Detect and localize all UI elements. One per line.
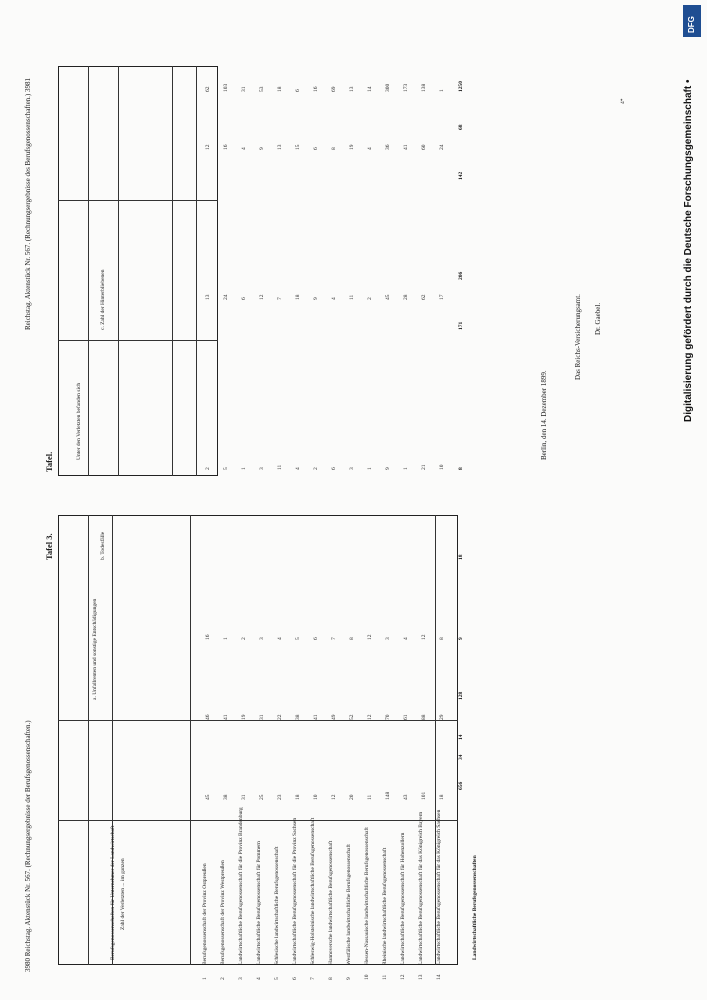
cell-right-c: 60 xyxy=(421,144,427,150)
cell-left-c: 12 xyxy=(421,634,427,640)
upper-table-frame xyxy=(58,66,218,476)
row-label: Rheinische landwirtschaftliche Berufsgenossenschaft xyxy=(382,847,388,965)
cell-right-b: 4 xyxy=(331,297,337,300)
cell-right-b: 45 xyxy=(385,294,391,300)
cell-right-c: 9 xyxy=(259,147,265,150)
cell-right-a: 11 xyxy=(277,464,283,470)
row-label: Landwirtschaftliche Berufsgenossenschaft für die Provinz Brandenburg xyxy=(238,807,244,965)
cell-left-c: 16 xyxy=(205,634,211,640)
row-label: Westfälische landwirtschaftliche Berufsgenossenschaft xyxy=(346,844,352,965)
row-label: Schleswig-Holsteinische landwirtschaftliche Berufsgenossenschaft xyxy=(310,817,316,965)
cell-right-d: 300 xyxy=(385,83,391,92)
cell-right-c: 16 xyxy=(223,144,229,150)
cell-left-b: 88 xyxy=(421,714,427,720)
total-right: 206 xyxy=(458,271,464,280)
cell-right-a: 1 xyxy=(241,467,247,470)
cell-left-b: 41 xyxy=(223,714,229,720)
cell-right-b: 62 xyxy=(421,294,427,300)
total-left: 14 xyxy=(458,734,464,740)
row-label: Hessen-Nassauische landwirtschaftliche Berufsgenossenschaft xyxy=(364,827,370,965)
row-label: Landwirtschaftliche Berufsgenossenschaft für Pommern xyxy=(256,841,262,965)
cell-right-d: 18 xyxy=(277,86,283,92)
bottom-tafel-label: Tafel 3. xyxy=(44,533,54,560)
row-label: Landwirtschaftliche Berufsgenossenschaft für die Provinz Sachsen xyxy=(292,817,298,965)
cell-left-b: 41 xyxy=(313,714,319,720)
row-label: Landwirtschaftliche Berufsgenossenschaft für Hohenzollern xyxy=(400,832,406,965)
total-right: 142 xyxy=(458,171,464,180)
header-hinterbliebene: c. Zahl der Hinterbliebenen xyxy=(100,269,106,330)
cell-right-d: 14 xyxy=(367,86,373,92)
cell-right-c: 36 xyxy=(385,144,391,150)
row-label: Schlesische landwirtschaftliche Berufsgenossenschaft xyxy=(274,846,280,965)
row-number: 13 xyxy=(418,974,424,980)
row-number: 4 xyxy=(256,977,262,980)
cell-left-a: 31 xyxy=(241,794,247,800)
cell-left-c: 3 xyxy=(259,637,265,640)
cell-left-a: 101 xyxy=(421,791,427,800)
cell-left-c: 2 xyxy=(241,637,247,640)
cell-right-c: 12 xyxy=(205,144,211,150)
row-number: 8 xyxy=(328,977,334,980)
cell-left-b: 12 xyxy=(367,714,373,720)
cell-left-b: 70 xyxy=(385,714,391,720)
cell-left-b: 46 xyxy=(205,714,211,720)
total-right: 171 xyxy=(458,321,464,330)
cell-left-c: 8 xyxy=(439,637,445,640)
total-left: 656 xyxy=(458,781,464,790)
cell-left-a: 10 xyxy=(313,794,319,800)
header-bezeichnung: Berufsgenossenschaften für Unternehmer der Landwirtschaft xyxy=(110,825,116,960)
cell-right-d: 62 xyxy=(205,86,211,92)
top-page-header: Reichstag. Aktenstück Nr. 567. (Rechnungsergebnisse des Berufsgenossenschaften.) 3981 xyxy=(24,77,32,330)
header-renten: Unter den Verletzten befanden sich xyxy=(76,382,82,460)
cell-right-a: 21 xyxy=(421,464,427,470)
row-number: 6 xyxy=(292,977,298,980)
cell-right-b: 13 xyxy=(205,294,211,300)
row-number: 9 xyxy=(346,977,352,980)
cell-right-c: 13 xyxy=(277,144,283,150)
cell-right-c: 4 xyxy=(241,147,247,150)
cell-right-a: 6 xyxy=(331,467,337,470)
cell-right-a: 9 xyxy=(385,467,391,470)
cell-right-d: 1 xyxy=(439,89,445,92)
row-number: 5 xyxy=(274,977,280,980)
row-label: Hannoversche landwirtschaftliche Berufsgenossenschaft xyxy=(328,840,334,965)
cell-left-a: 148 xyxy=(385,791,391,800)
total-left: 9 xyxy=(458,637,464,640)
row-label: Berufsgenossenschaft der Provinz Ostpreußen xyxy=(202,863,208,965)
cell-left-b: 19 xyxy=(241,714,247,720)
cell-right-a: 3 xyxy=(259,467,265,470)
dfg-credit: Digitalisierung gefördert durch die Deutsche Forschungsgemeinschaft • xyxy=(683,79,694,422)
page-mark: 4* xyxy=(620,98,626,104)
cell-left-b: 31 xyxy=(259,714,265,720)
cell-left-a: 38 xyxy=(223,794,229,800)
footer-date: Berlin, den 14. Dezember 1899. xyxy=(540,370,548,460)
cell-left-c: 4 xyxy=(403,637,409,640)
cell-right-c: 6 xyxy=(313,147,319,150)
cell-left-b: 22 xyxy=(277,714,283,720)
cell-right-d: 53 xyxy=(259,86,265,92)
cell-right-d: 6 xyxy=(295,89,301,92)
bottom-page-header: 3980 Reichstag. Aktenstück Nr. 567. (Rechnungsergebnisse der Berufsgenossenschaften.) xyxy=(24,720,32,972)
row-number: 3 xyxy=(238,977,244,980)
cell-right-d: 103 xyxy=(223,83,229,92)
cell-right-a: 1 xyxy=(367,467,373,470)
total-left: 34 xyxy=(458,754,464,760)
row-label: Landwirtschaftliche Berufsgenossenschaft für das Königreich Bayern xyxy=(418,811,424,965)
header-todesfaelle: b. Todesfälle xyxy=(100,531,106,560)
cell-right-a: 2 xyxy=(313,467,319,470)
cell-right-c: 15 xyxy=(295,144,301,150)
row-number: 11 xyxy=(382,974,388,980)
header-sum-note: Zahl der Verletzten ... im ganzen xyxy=(120,858,126,930)
cell-left-b: 29 xyxy=(439,714,445,720)
cell-right-b: 9 xyxy=(313,297,319,300)
row-number: 7 xyxy=(310,977,316,980)
cell-left-b: 49 xyxy=(331,714,337,720)
dfg-logo-text: DFG xyxy=(687,16,696,33)
cell-right-b: 24 xyxy=(223,294,229,300)
total-left: 18 xyxy=(458,554,464,560)
cell-right-b: 17 xyxy=(439,294,445,300)
cell-right-c: 41 xyxy=(403,144,409,150)
cell-left-b: 52 xyxy=(349,714,355,720)
cell-left-b: 38 xyxy=(295,714,301,720)
cell-right-a: 3 xyxy=(349,467,355,470)
cell-right-c: 4 xyxy=(367,147,373,150)
cell-right-b: 7 xyxy=(277,297,283,300)
cell-left-c: 4 xyxy=(277,637,283,640)
cell-right-b: 12 xyxy=(259,294,265,300)
cell-left-a: 12 xyxy=(331,794,337,800)
row-number: 14 xyxy=(436,974,442,980)
cell-right-d: 13 xyxy=(349,86,355,92)
cell-right-d: 69 xyxy=(331,86,337,92)
cell-left-c: 5 xyxy=(295,637,301,640)
cell-right-a: 2 xyxy=(205,467,211,470)
cell-left-a: 45 xyxy=(205,794,211,800)
cell-left-a: 20 xyxy=(349,794,355,800)
row-number: 10 xyxy=(364,974,370,980)
row-label: Berufsgenossenschaft der Provinz Westpreußen xyxy=(220,860,226,965)
cell-right-d: 138 xyxy=(421,83,427,92)
total-label: Landwirtschaftliche Berufsgenossenschaften xyxy=(472,855,478,960)
footer-signer: Dr. Gaebel. xyxy=(594,302,602,335)
dfg-logo-icon xyxy=(683,5,701,37)
top-tafel-label: Tafel. xyxy=(44,451,54,472)
cell-left-c: 7 xyxy=(331,637,337,640)
cell-left-a: 18 xyxy=(295,794,301,800)
cell-left-c: 6 xyxy=(313,637,319,640)
cell-right-d: 16 xyxy=(313,86,319,92)
cell-left-a: 43 xyxy=(403,794,409,800)
row-number: 2 xyxy=(220,977,226,980)
cell-right-c: 19 xyxy=(349,144,355,150)
cell-left-a: 23 xyxy=(277,794,283,800)
cell-right-b: 18 xyxy=(295,294,301,300)
cell-right-d: 173 xyxy=(403,83,409,92)
row-number: 12 xyxy=(400,974,406,980)
cell-right-d: 31 xyxy=(241,86,247,92)
cell-right-a: 10 xyxy=(439,464,445,470)
cell-left-c: 1 xyxy=(223,637,229,640)
row-number: 1 xyxy=(202,977,208,980)
cell-left-c: 3 xyxy=(385,637,391,640)
row-label: Landwirtschaftliche Berufsgenossenschaft für das Königreich Sachsen xyxy=(436,809,442,965)
total-right: 1250 xyxy=(458,81,464,92)
cell-right-a: 5 xyxy=(223,467,229,470)
total-right: 8 xyxy=(458,467,464,470)
total-left: 128 xyxy=(458,691,464,700)
header-unfallrenten: a. Unfallrenten und sonstige Entschädigungen xyxy=(92,598,98,700)
cell-left-a: 25 xyxy=(259,794,265,800)
cell-right-b: 6 xyxy=(241,297,247,300)
cell-left-c: 12 xyxy=(367,634,373,640)
cell-left-a: 11 xyxy=(367,794,373,800)
footer-office: Das Reichs-Versicherungsamt. xyxy=(574,294,582,380)
cell-right-c: 24 xyxy=(439,144,445,150)
cell-left-a: 18 xyxy=(439,794,445,800)
cell-right-b: 28 xyxy=(403,294,409,300)
cell-right-b: 11 xyxy=(349,294,355,300)
cell-right-a: 4 xyxy=(295,467,301,470)
cell-right-a: 1 xyxy=(403,467,409,470)
cell-left-c: 8 xyxy=(349,637,355,640)
cell-left-b: 61 xyxy=(403,714,409,720)
cell-right-c: 8 xyxy=(331,147,337,150)
total-right: 68 xyxy=(458,124,464,130)
cell-right-b: 2 xyxy=(367,297,373,300)
